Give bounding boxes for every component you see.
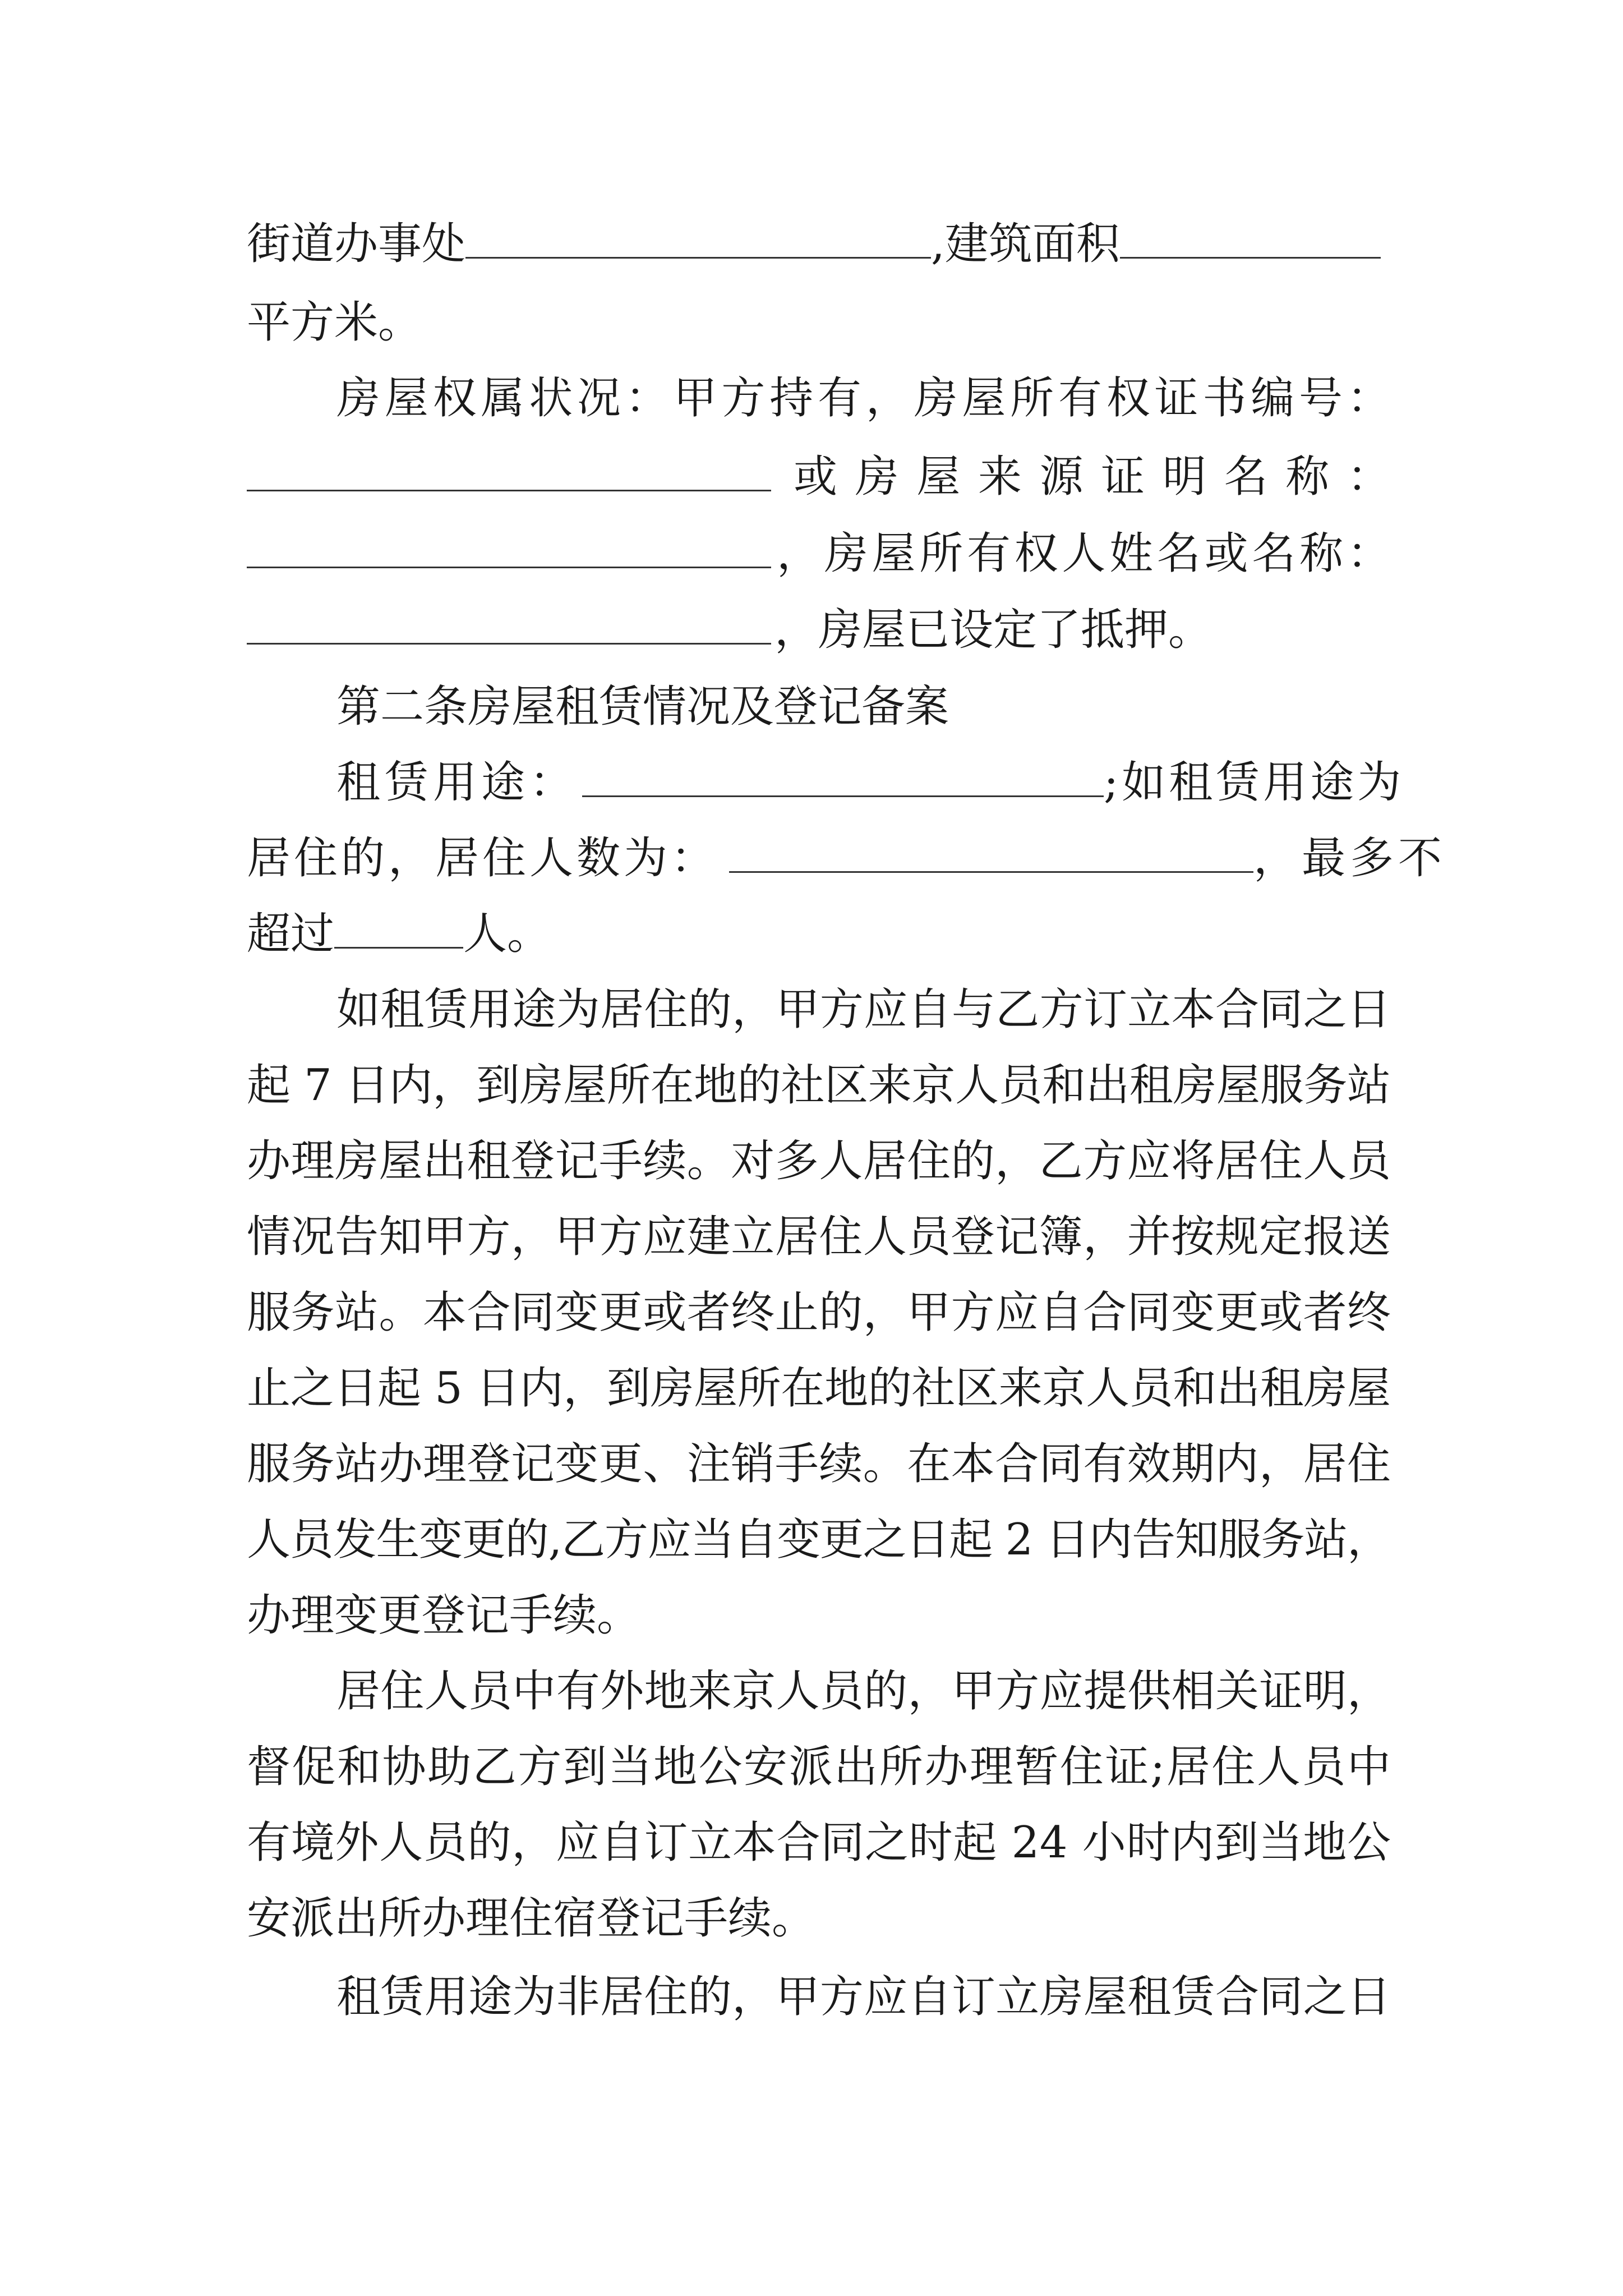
- owner-name-blank: [247, 604, 771, 645]
- char: ：: [1347, 373, 1391, 424]
- lease-purpose-label: 租赁用途：: [336, 757, 578, 808]
- char: 或: [794, 452, 838, 502]
- person-unit-text: 人。: [463, 909, 551, 959]
- section-heading-text: 第二条房屋租赁情况及登记备案: [336, 682, 949, 732]
- char: 甲: [673, 373, 717, 424]
- paragraph-text: 服务站。本合同变更或者终止的，甲方应自合同变更或者终: [247, 1287, 1391, 1338]
- paragraph-line: [247, 1815, 1391, 1871]
- paragraph-text: 如租赁用途为居住的，甲方应自与乙方订立本合同之日: [336, 984, 1391, 1035]
- paragraph-text: 有境外人员的，应自订立本合同之时起 24 小时内到当地公: [247, 1818, 1391, 1868]
- char: 证: [1101, 452, 1145, 502]
- char: ：: [1347, 528, 1391, 579]
- char: 称: [1285, 452, 1330, 502]
- char: 房: [914, 373, 958, 424]
- paragraph-line: [247, 1890, 1391, 1947]
- owner-name-label: [777, 526, 1391, 582]
- paragraph-text: 督促和协助乙方到当地公安派出所办理暂住证;居住人员中: [247, 1742, 1393, 1792]
- occupant-count-line: [247, 830, 1447, 886]
- char: ，: [777, 528, 821, 579]
- paragraph-text: 办理房屋出租登记手续。对多人居住的，乙方应将居住人员: [247, 1136, 1391, 1186]
- char: 有: [817, 373, 861, 424]
- section-heading: [336, 679, 1391, 735]
- paragraph-line: [247, 1739, 1391, 1795]
- char: 名: [1224, 452, 1268, 502]
- paragraph-line: [247, 1588, 1391, 1644]
- char: 或: [1204, 528, 1248, 579]
- char: 房: [824, 528, 868, 579]
- source-proof-line: [247, 449, 1391, 505]
- char: 所: [919, 528, 963, 579]
- paragraph-text: 安派出所办理住宿登记手续。: [247, 1893, 816, 1944]
- paragraph-line: [247, 1512, 1391, 1568]
- occupant-count-blank: [729, 832, 1253, 873]
- paragraph-text: 办理变更登记手续。: [247, 1590, 641, 1641]
- char: 屋: [962, 373, 1006, 424]
- ownership-status-line: [336, 370, 1391, 426]
- char: 权: [432, 373, 477, 424]
- paragraph-line: [247, 1057, 1391, 1114]
- paragraph-text: 居住人员中有外地来京人员的，甲方应提供相关证明，: [336, 1666, 1391, 1717]
- char: 号: [1298, 373, 1343, 424]
- char: 屋: [872, 528, 916, 579]
- paragraph-text: 止之日起 5 日内，到房屋所在地的社区来京人员和出租房屋: [247, 1363, 1391, 1414]
- char: 权: [1106, 373, 1150, 424]
- char: 源: [1039, 452, 1083, 502]
- char: 持: [769, 373, 814, 424]
- lease-purpose-condition: ;如租赁用途为: [1104, 757, 1405, 808]
- paragraph-line: [247, 1133, 1391, 1189]
- char: 人: [1062, 528, 1106, 579]
- owner-name-line: [247, 526, 1391, 582]
- paragraph-text: 服务站办理登记变更、注销手续。在本合同有效期内，居住: [247, 1439, 1391, 1489]
- char: 姓: [1109, 528, 1154, 579]
- paragraph-line: [336, 1663, 1391, 1719]
- char: 方: [721, 373, 766, 424]
- char: 房: [855, 452, 899, 502]
- paragraph-line: [247, 1285, 1391, 1341]
- street-office-label: 街道办事处: [247, 219, 466, 269]
- mortgage-line: [247, 602, 1391, 658]
- paragraph-text: 租赁用途为非居住的，甲方应自订立房屋租赁合同之日: [336, 1972, 1391, 2022]
- building-area-label: ,建筑面积: [931, 219, 1120, 269]
- char: ，: [865, 373, 910, 424]
- char: 明: [1162, 452, 1206, 502]
- char: 书: [1202, 373, 1247, 424]
- paragraph-text: 人员发生变更的,乙方应当自变更之日起 2 日内告知服务站，: [247, 1515, 1390, 1565]
- certificate-number-blank: [247, 450, 771, 491]
- exceed-label: 超过: [247, 909, 335, 959]
- building-area-blank: [1120, 218, 1381, 259]
- char: 所: [1010, 373, 1054, 424]
- lease-purpose-line: [336, 754, 1405, 811]
- char: 屋: [916, 452, 961, 502]
- char: 有: [1058, 373, 1102, 424]
- char: 称: [1299, 528, 1344, 579]
- paragraph-line: [247, 1209, 1391, 1265]
- paragraph-text: 起 7 日内，到房屋所在地的社区来京人员和出租房屋服务站: [247, 1060, 1391, 1111]
- occupant-count-label: 居住的，居住人数为：: [247, 833, 718, 884]
- char: 况: [577, 373, 621, 424]
- char: 来: [978, 452, 1022, 502]
- paragraph-line: [247, 1360, 1391, 1416]
- char: 权: [1014, 528, 1058, 579]
- char: 状: [529, 373, 573, 424]
- char: 证: [1154, 373, 1198, 424]
- source-proof-label: [794, 449, 1391, 505]
- max-occupant-text: ，最多不: [1253, 833, 1447, 884]
- source-proof-blank: [247, 527, 771, 568]
- paragraph-line: [336, 1969, 1391, 2025]
- char: 编: [1251, 373, 1295, 424]
- char: 名: [1156, 528, 1201, 579]
- address-line: [247, 216, 1391, 272]
- paragraph-line: [336, 982, 1391, 1038]
- char: 名: [1252, 528, 1296, 579]
- paragraph-line: [247, 1436, 1391, 1492]
- char: 属: [481, 373, 525, 424]
- max-occupant-blank: [334, 908, 463, 949]
- char: ：: [1347, 452, 1391, 502]
- char: 有: [966, 528, 1011, 579]
- char: 房: [336, 373, 381, 424]
- lease-purpose-blank: [582, 756, 1104, 797]
- mortgage-text: ，房屋已设定了抵押。: [774, 605, 1212, 655]
- max-occupant-line: [247, 906, 1391, 962]
- paragraph-text: 情况告知甲方，甲方应建立居住人员登记簿，并按规定报送: [247, 1212, 1391, 1262]
- char: 屋: [384, 373, 428, 424]
- char: ：: [625, 373, 669, 424]
- area-unit-line: [247, 295, 1391, 351]
- area-unit-text: 平方米。: [247, 297, 422, 348]
- street-office-blank: [465, 218, 931, 259]
